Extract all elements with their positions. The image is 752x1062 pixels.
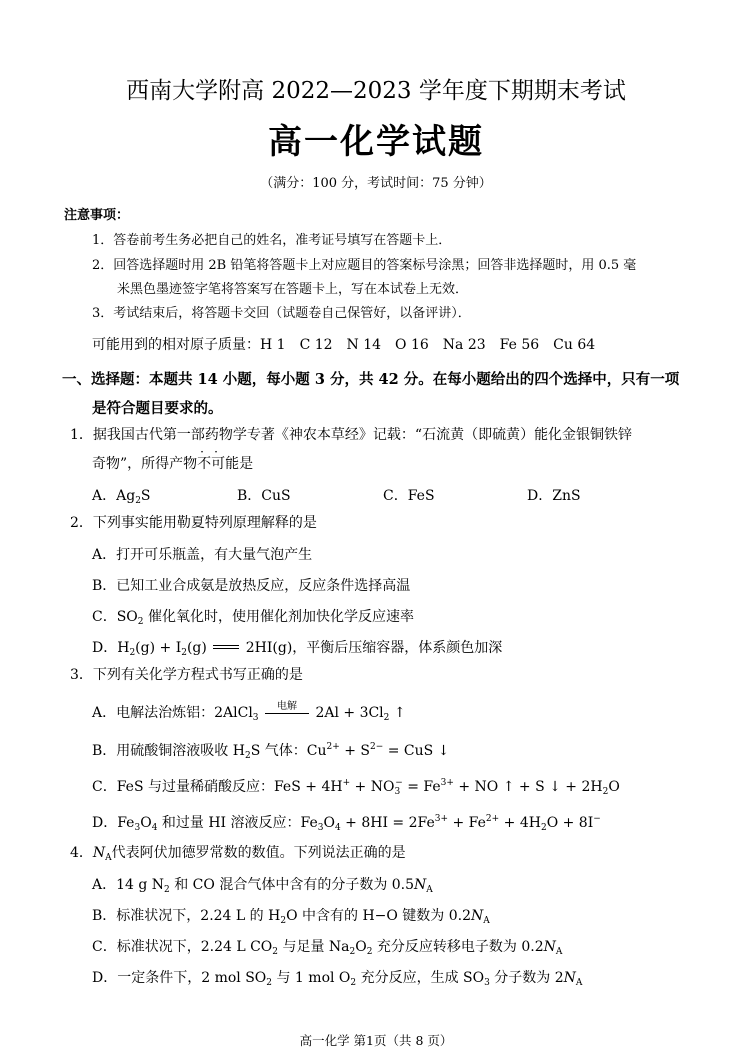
q1-stem-cont: 奇物”，所得产物不可能是: [92, 456, 254, 472]
notice-item-2: 2．回答选择题时用 2B 铅笔将答题卡上对应题目的答案标号涂黑；回答非选择题时，用 0.5 毫: [92, 258, 637, 273]
q3-stem: 3．下列有关化学方程式书写正确的是: [70, 667, 303, 683]
q2-option-b: B．已知工业合成氨是放热反应，反应条件选择高温: [92, 578, 411, 594]
electrolysis-condition: 电解: [263, 701, 311, 714]
q3-option-b: B．用硫酸铜溶液吸收 $H_2S$ 气体：$Cu^{2+} + S^{2-}$ = CuS ↓: [92, 742, 450, 761]
q4-option-d: D．一定条件下，2 mol $SO_2$ 与 1 mol $O_2$ 充分反应，生成 $SO_3$ 分子数为 $2N_A$: [92, 970, 583, 988]
q2-option-c: C．$SO_2$ 催化氧化时，使用催化剂加快化学反应速率: [92, 609, 414, 627]
q2-option-a: A．打开可乐瓶盖，有大量气泡产生: [92, 547, 313, 563]
notice-heading: 注意事项：: [64, 208, 130, 223]
q4-stem: 4．$N_A$代表阿伏加德罗常数的数值。下列说法正确的是: [70, 845, 406, 863]
atomic-masses: 可能用到的相对原子质量：H 1 C 12 N 14 O 16 Na 23 Fe 56 Cu 64: [92, 337, 596, 353]
section1-heading-cont: 是符合题目要求的。: [92, 400, 223, 417]
q4-option-a: A．14 g $N_2$ 和 CO 混合气体中含有的分子数为 $0.5N_A$: [92, 877, 433, 895]
equilibrium-sign: [213, 645, 239, 651]
q3-option-a: A．电解法治炼铝：2AlCl$_3$ 电解 $2Al + 3Cl_2$ ↑: [92, 700, 406, 723]
exam-title: 西南大学附高 2022—2023 学年度下期期末考试: [126, 78, 626, 104]
section1-heading: 一、选择题：本题共 14 小题，每小题 3 分，共 42 分。在每小题给出的四个选择中，只有一项: [62, 371, 680, 388]
score-time: （满分：100 分，考试时间：75 分钟）: [260, 176, 492, 191]
q3-option-d: D．$Fe_3O_4$ 和过量 HI 溶液反应：$Fe_3O_4 + 8HI = 2Fe^{3+} + Fe^{2+} + 4H_2O + 8I^-$: [92, 814, 601, 833]
q4-option-b: B．标准状况下，2.24 L 的 $H_2O$ 中含有的 H−O 键数为 $0.2N_A$: [92, 908, 490, 926]
q1-option-d: D．ZnS: [527, 488, 581, 504]
q1-stem: 1．据我国古代第一部药物学专著《神农本草经》记载：“石流黄（即硫黄）能化金银铜铁锌: [70, 427, 633, 443]
q4-option-c: C．标准状况下，2.24 L $CO_2$ 与足量 $Na_2O_2$ 充分反应转移电子数为 $0.2N_A$: [92, 939, 563, 957]
q2-option-d: D．$H_2(g) + I_2(g)$ 2HI(g)，平衡后压缩容器，体系颜色加深: [92, 640, 503, 658]
page-footer: 高一化学 第1页（共 8 页）: [299, 1033, 453, 1048]
q3-option-c: C．FeS 与过量稀硝酸反应：FeS + $4H^+ + NO_3^- = Fe^{3+}$ + NO ↑ + S ↓ + $2H_2O$: [92, 778, 620, 797]
q1-option-a: A．$Ag_2S$: [92, 488, 151, 506]
notice-item-1: 1．答卷前考生务必把自己的姓名，准考证号填写在答题卡上．: [92, 233, 452, 248]
notice-item-2-cont: 米黑色墨迹签字笔将答案写在答题卡上，写在本试卷上无效．: [117, 282, 469, 297]
q1-option-b: B．CuS: [237, 488, 291, 504]
notice-item-3: 3．考试结束后，将答题卡交回（试题卷自己保管好，以备评讲）．: [92, 306, 471, 321]
q1-option-c: C．FeS: [383, 488, 435, 504]
subject-title: 高一化学试题: [268, 122, 484, 162]
q2-stem: 2．下列事实能用勒夏特列原理解释的是: [70, 515, 317, 531]
